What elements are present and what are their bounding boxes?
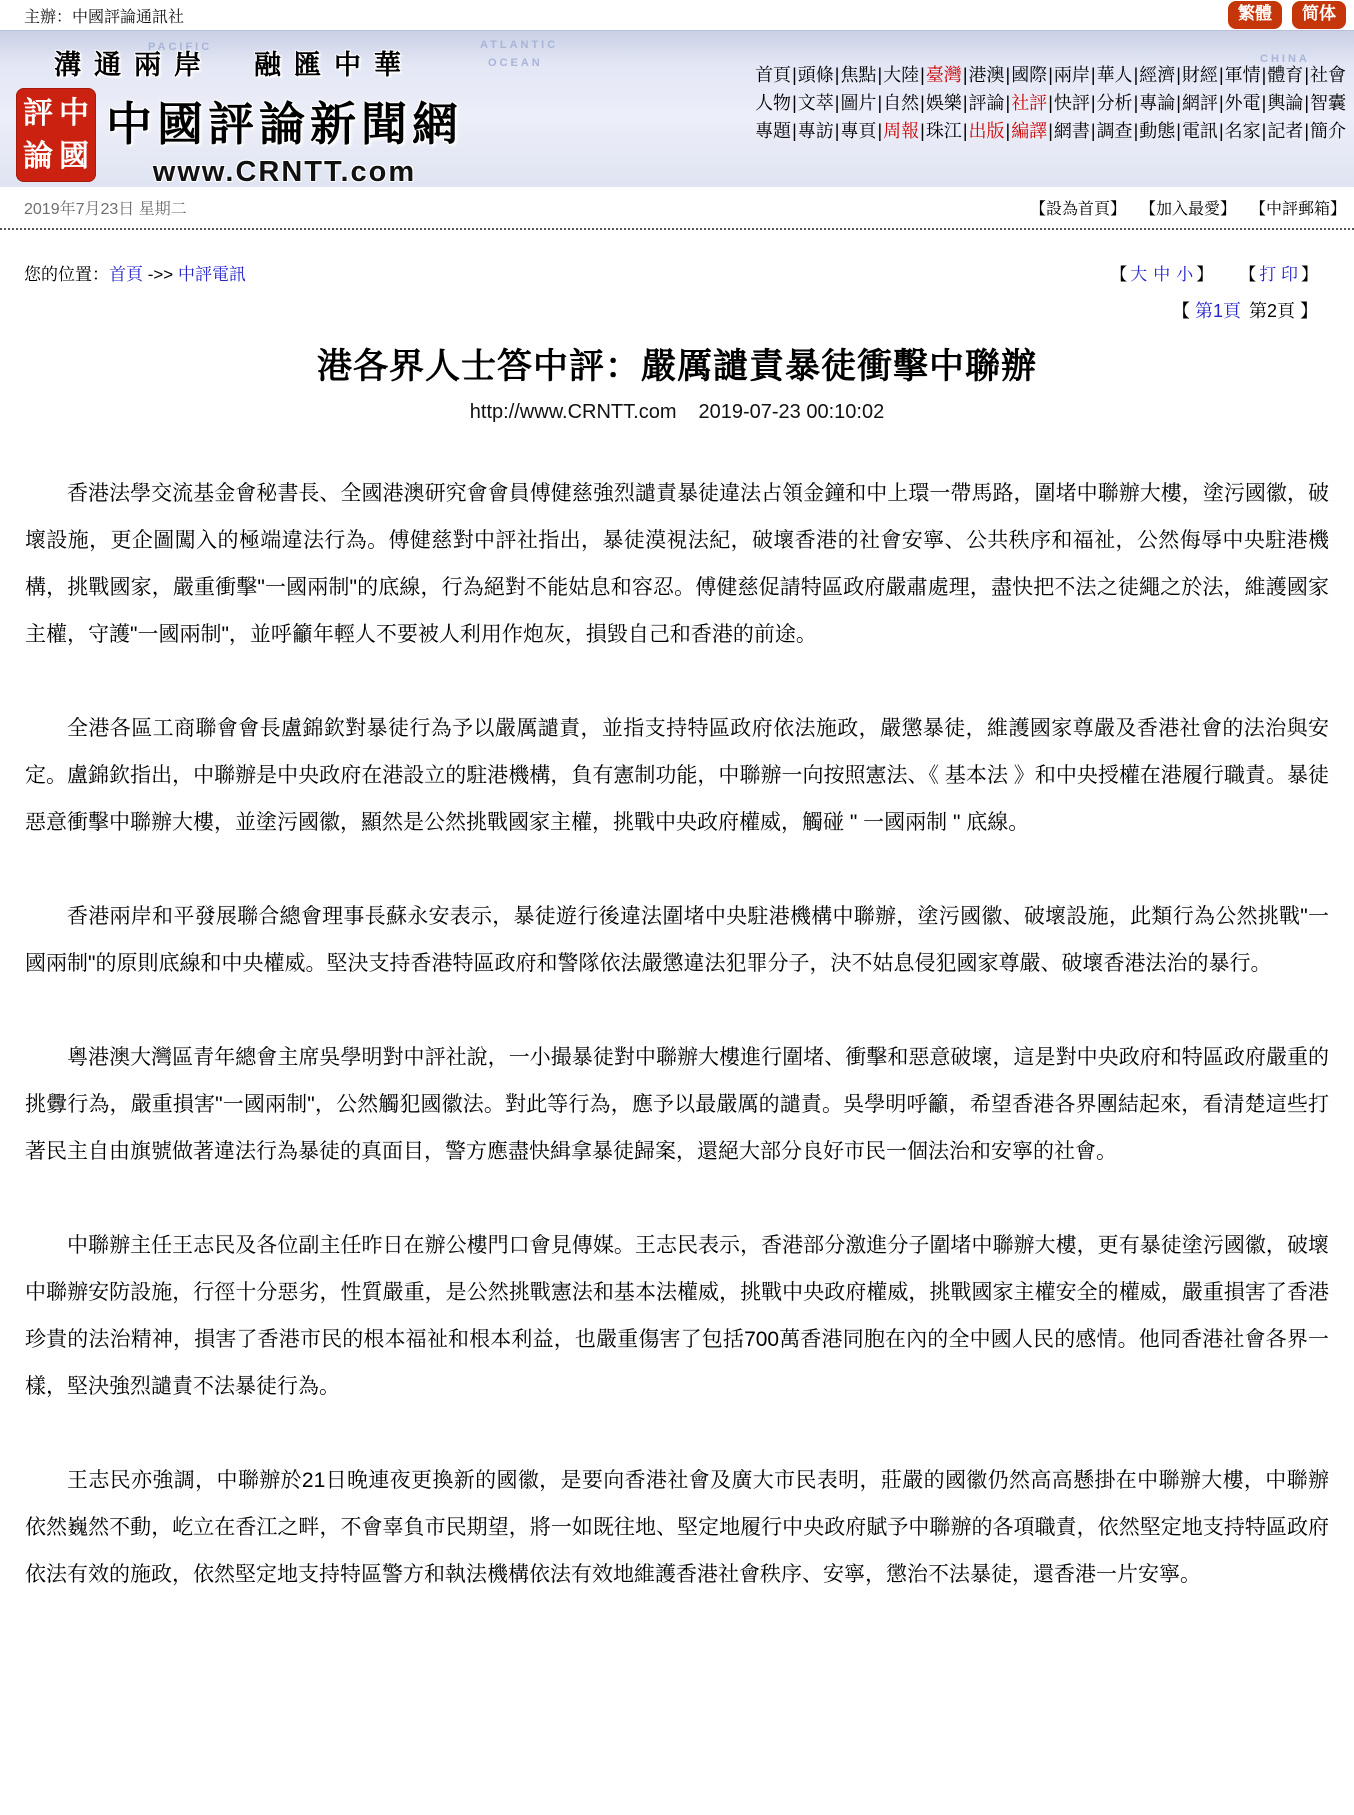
article-body	[0, 470, 1354, 1598]
nav-separator: |	[1048, 65, 1053, 85]
breadcrumb-bar	[0, 260, 1354, 285]
nav-separator: |	[877, 65, 883, 85]
nav-separator: |	[1176, 65, 1181, 85]
nav-separator: |	[877, 121, 883, 141]
nav-separator: |	[920, 121, 925, 141]
nav-separator: |	[834, 121, 840, 141]
bracket: 】	[1301, 265, 1318, 284]
nav-separator: |	[962, 93, 968, 113]
nav-link[interactable]: 出版	[968, 121, 1005, 141]
date-links	[1030, 196, 1346, 219]
nav-link[interactable]: 首頁	[755, 65, 792, 85]
nav-link[interactable]: 周報	[883, 121, 920, 141]
nav-separator: |	[1176, 121, 1181, 141]
nav-link[interactable]: 國際	[1011, 65, 1048, 85]
banner-nav	[755, 61, 1346, 145]
bracket: 】	[1196, 265, 1214, 284]
breadcrumb-prefix: 您的位置：	[24, 265, 109, 284]
nav-separator: |	[1218, 121, 1224, 141]
bracket: 【	[1171, 301, 1195, 321]
nav-link[interactable]: 兩岸	[1053, 65, 1090, 85]
nav-separator: |	[1218, 93, 1224, 113]
map-label: ATLANTIC	[480, 39, 559, 51]
host-label: 主辦：中國評論通訊社	[24, 8, 185, 26]
site-url: www.CRNTT.com	[152, 156, 417, 187]
site-slogan: 溝通兩岸 融匯中華	[54, 50, 414, 80]
nav-link[interactable]: 網評	[1181, 93, 1218, 113]
nav-link[interactable]: 專頁	[840, 121, 877, 141]
nav-separator: |	[1176, 93, 1181, 113]
breadcrumb-section-link[interactable]: 中評電訊	[177, 265, 246, 284]
nav-link[interactable]: 臺灣	[925, 65, 962, 85]
current-date: 2019年7月23日 星期二	[24, 201, 187, 218]
article-paragraph: 香港兩岸和平發展聯合總會理事長蘇永安表示，暴徒遊行後違法圍堵中央駐港機構中聯辦，塗污國徽、破壞設施，此類行為公然挑戰"一國兩制"的原則底線和中央權威。堅決支持香港特區政府和警隊依法嚴懲違法犯罪分子，決不姑息侵犯國家尊嚴、破壞香港法治的暴行。	[25, 905, 1329, 975]
nav-separator: |	[1133, 65, 1139, 85]
lang-traditional-button[interactable]: 繁體	[1228, 1, 1282, 28]
nav-separator: |	[1261, 93, 1267, 113]
seal-char: 評	[23, 96, 53, 130]
nav-link[interactable]: 體育	[1267, 65, 1304, 85]
nav-link[interactable]: 社評	[1011, 93, 1048, 113]
brand-block	[16, 43, 463, 187]
article-paragraph: 粵港澳大灣區青年總會主席吳學明對中評社說，一小撮暴徒對中聯辦大樓進行圍堵、衝擊和惡意破壞，這是對中央政府和特區政府嚴重的挑釁行為，嚴重損害"一國兩制"，公然觸犯國徽法。對此等行為，應予以最嚴厲的譴責。吳學明呼籲，希望香港各界團結起來，看清楚這些打著民主自由旗號做著違法行為暴徒的真面目，警方應盡快緝拿暴徒歸案，還絕大部分良好市民一個法治和安寧的社會。	[25, 1046, 1329, 1163]
nav-separator: |	[1133, 121, 1139, 141]
print-tool	[1239, 260, 1318, 285]
quick-link[interactable]: 【中評郵箱】	[1249, 201, 1346, 218]
language-switcher	[1228, 1, 1346, 28]
nav-separator: |	[962, 121, 968, 141]
nav-link[interactable]: 珠江	[925, 121, 962, 141]
font-small-link[interactable]: 小	[1176, 265, 1194, 284]
article-paragraph: 王志民亦強調，中聯辦於21日晚連夜更換新的國徽，是要向香港社會及廣大市民表明，莊嚴的國徽仍然高高懸掛在中聯辦大樓，中聯辦依然巍然不動，屹立在香江之畔，不會辜負市民期望，將一如既往地、堅定地履行中央政府賦予中聯辦的各項職責，依然堅定地支持特區政府依法有效的施政，依然堅定地支持特區警方和執法機構依法有效地維護香港社會秩序、安寧，懲治不法暴徒，還香港一片安寧。	[25, 1469, 1329, 1586]
nav-separator: |	[1218, 65, 1224, 85]
nav-separator: |	[1304, 93, 1309, 113]
nav-link[interactable]: 記者	[1267, 121, 1304, 141]
seal-char: 論	[23, 139, 53, 173]
map-label: OCEAN	[488, 57, 543, 69]
article-paragraph: 中聯辦主任王志民及各位副主任昨日在辦公樓門口會見傳媒。王志民表示，香港部分激進分子圍堵中聯辦大樓，更有暴徒塗污國徽，破壞中聯辦安防設施，行徑十分惡劣，性質嚴重，是公然挑戰憲法和基本法權威，挑戰中央政府權威，挑戰國家主權安全的權威，嚴重損害了香港珍貴的法治精神，損害了香港市民的根本福祉和根本利益，也嚴重傷害了包括700萬香港同胞在內的全中國人民的感情。他同香港社會各界一樣，堅決強烈譴責不法暴徒行為。	[25, 1234, 1329, 1398]
nav-separator: |	[962, 65, 968, 85]
article-source-line	[0, 401, 1354, 424]
quick-link[interactable]: 【加入最愛】	[1139, 201, 1236, 218]
nav-link[interactable]: 編譯	[1011, 121, 1048, 141]
nav-link[interactable]: 評論	[968, 93, 1005, 113]
nav-link[interactable]: 人物	[755, 93, 792, 113]
nav-link[interactable]: 經濟	[1139, 65, 1176, 85]
nav-separator: |	[1005, 65, 1011, 85]
nav-separator: |	[834, 65, 840, 85]
seal-char: 國	[59, 139, 89, 173]
nav-separator: |	[877, 93, 883, 113]
seal-char: 中	[59, 96, 89, 130]
nav-link[interactable]: 專論	[1139, 93, 1176, 113]
site-logo-seal[interactable]	[16, 88, 96, 182]
article-paragraph: 香港法學交流基金會秘書長、全國港澳研究會會員傅健慈強烈譴責暴徒違法占領金鐘和中上環一帶馬路，圍堵中聯辦大樓，塗污國徽，破壞設施，更企圖闖入的極端違法行為。傅健慈對中評社指出，暴徒漠視法紀，破壞香港的社會安寧、公共秩序和福祉，公然侮辱中央駐港機構，挑戰國家，嚴重衝擊"一國兩制"的底線，行為絕對不能姑息和容忍。傅健慈促請特區政府嚴肅處理，盡快把不法之徒繩之於法，維護國家主權，守護"一國兩制"，並呼籲年輕人不要被人利用作炮灰，損毀自己和香港的前途。	[25, 482, 1329, 646]
bracket: 【	[1110, 265, 1128, 284]
nav-link[interactable]: 大陸	[883, 65, 920, 85]
nav-separator: |	[1090, 121, 1096, 141]
nav-link[interactable]: 專題	[755, 121, 792, 141]
nav-link[interactable]: 輿論	[1267, 93, 1304, 113]
nav-link[interactable]: 軍情	[1224, 65, 1261, 85]
bracket: 【	[1239, 265, 1257, 284]
nav-link[interactable]: 港澳	[968, 65, 1005, 85]
nav-link[interactable]: 財經	[1181, 65, 1218, 85]
nav-link[interactable]: 社會	[1310, 65, 1346, 85]
map-label: CHINA	[1260, 53, 1310, 65]
page-tools	[1110, 260, 1318, 285]
article-paragraph: 全港各區工商聯會會長盧錦欽對暴徒行為予以嚴厲譴責，並指支持特區政府依法施政，嚴懲暴徒，維護國家尊嚴及香港社會的法治與安定。盧錦欽指出，中聯辦是中央政府在港設立的駐港機構，負有憲制功能，中聯辦一向按照憲法、《 基本法 》和中央授權在港履行職責。暴徒惡意衝擊中聯辦大樓，並塗污國徽，顯然是公然挑戰國家主權，挑戰中央政府權威，觸碰 " 一國兩制 " 底線。	[25, 717, 1329, 834]
site-name: 中國評論新聞網	[106, 98, 463, 150]
nav-separator: |	[792, 93, 797, 113]
nav-link[interactable]: 分析	[1096, 93, 1133, 113]
print-link[interactable]: 打 印	[1259, 265, 1298, 284]
lang-simplified-button[interactable]: 简体	[1292, 1, 1346, 28]
nav-separator: |	[1090, 65, 1096, 85]
nav-link[interactable]: 頭條	[797, 65, 834, 85]
quick-link[interactable]: 【設為首頁】	[1029, 201, 1126, 218]
nav-link[interactable]: 文萃	[797, 93, 834, 113]
nav-separator: |	[1090, 93, 1096, 113]
breadcrumb-home-link[interactable]: 首頁	[109, 265, 143, 284]
nav-separator: |	[920, 93, 925, 113]
nav-link[interactable]: 簡介	[1310, 121, 1346, 141]
nav-link[interactable]: 娛樂	[925, 93, 962, 113]
page-2-label: 第2頁	[1248, 301, 1295, 321]
article-title: 港各界人士答中評：嚴厲譴責暴徒衝擊中聯辦	[316, 347, 1037, 386]
breadcrumb-arrow: ->>	[143, 265, 178, 284]
nav-link[interactable]: 專訪	[797, 121, 834, 141]
font-size-tool	[1110, 260, 1213, 285]
font-medium-link[interactable]: 中	[1153, 265, 1171, 284]
nav-separator: |	[792, 65, 797, 85]
bracket: 】	[1294, 301, 1318, 321]
nav-link[interactable]: 名家	[1224, 121, 1261, 141]
nav-separator: |	[1304, 121, 1309, 141]
nav-separator: |	[1304, 65, 1309, 85]
nav-separator: |	[1261, 65, 1267, 85]
nav-separator: |	[1133, 93, 1139, 113]
nav-separator: |	[1048, 121, 1053, 141]
nav-separator: |	[1048, 93, 1053, 113]
source-url: http://www.CRNTT.com	[469, 401, 677, 423]
nav-separator: |	[834, 93, 840, 113]
font-large-link[interactable]: 大	[1130, 265, 1148, 284]
nav-link[interactable]: 焦點	[840, 65, 877, 85]
map-label: PACIFIC	[148, 41, 213, 53]
pagination	[0, 297, 1354, 323]
article-timestamp: 2019-07-23 00:10:02	[698, 401, 885, 423]
breadcrumb	[24, 260, 246, 285]
nav-link[interactable]: 調查	[1096, 121, 1133, 141]
nav-link[interactable]: 自然	[883, 93, 920, 113]
nav-link[interactable]: 華人	[1096, 65, 1133, 85]
top-bar	[0, 0, 1354, 30]
nav-separator: |	[1005, 93, 1011, 113]
nav-separator: |	[792, 121, 797, 141]
nav-link[interactable]: 網書	[1053, 121, 1090, 141]
site-banner	[0, 30, 1354, 187]
nav-link[interactable]: 圖片	[840, 93, 877, 113]
nav-separator: |	[1261, 121, 1267, 141]
nav-link[interactable]: 外電	[1224, 93, 1261, 113]
nav-link[interactable]: 動態	[1139, 121, 1176, 141]
nav-separator: |	[920, 65, 925, 85]
date-bar	[0, 187, 1354, 230]
nav-link[interactable]: 快評	[1053, 93, 1090, 113]
page-1-link[interactable]: 第1頁	[1194, 301, 1241, 321]
nav-link[interactable]: 智囊	[1310, 93, 1346, 113]
nav-link[interactable]: 電訊	[1181, 121, 1218, 141]
nav-separator: |	[1005, 121, 1011, 141]
